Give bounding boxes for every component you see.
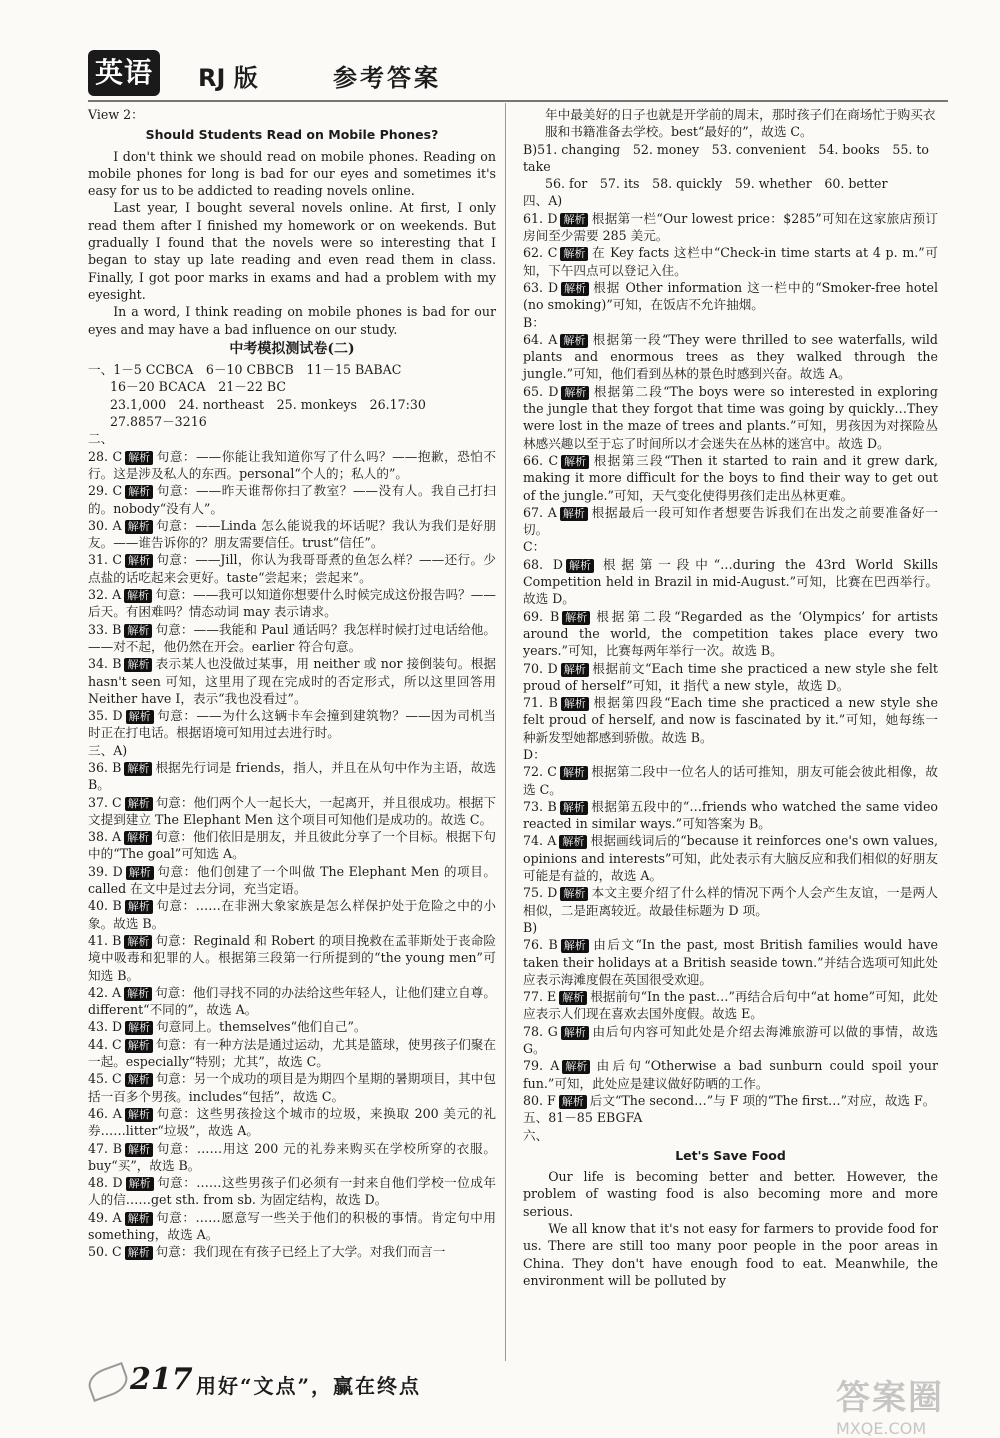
answer-explanation: 句意：——你能让我知道你写了什么吗？——抱歉，恐怕不行。这是涉及私人的东西。personal“个人的；私人的”。 (88, 448, 496, 481)
essay-paragraph: Last year, I bought several novels online. At first, I only read them after I finished my homework or on weekends. But gradually I found that the novels were so interesting that I began to stay up late reading and even read them in class. Finally, I got poor marks in exams and had a problem with my eyesight. (88, 200, 496, 302)
answer-number: 78. G (523, 1023, 558, 1039)
answer-explanation: 句意：——为什么这辆卡车会撞到建筑物？——因为司机当时正在打电话。根据语境可知用过去进行时。 (88, 708, 497, 741)
analysis-tag: 解析 (125, 451, 153, 465)
answer-item (523, 936, 938, 988)
answer-item (523, 1023, 938, 1058)
analysis-tag: 解析 (124, 658, 152, 672)
answer-number: 44. C (88, 1036, 122, 1052)
answer-number: 75. D (523, 885, 558, 901)
answer-number: 40. B (88, 898, 122, 914)
answer-explanation: 句意：另一个成功的项目是为期四个星期的暑期项目，其中包括一百多个男孩。includes“包括”，故选 C。 (88, 1071, 497, 1104)
analysis-tag: 解析 (125, 485, 153, 499)
right-column (523, 106, 938, 1289)
section-label: C： (523, 539, 546, 555)
section-label: 四、A) (523, 193, 563, 209)
analysis-tag: 解析 (566, 559, 594, 573)
answer-item (88, 1018, 496, 1035)
answer-explanation: 表示某人也没做过某事，用 neither 或 nor 接倒装句。根据 hasn't seen 可知，这里用了现在完成时的否定形式，所以这里回答用 Neither have I，表示“我也没看过”。 (88, 656, 496, 706)
answer-line: B)51. changing 52. money 53. convenient 54. books 55. to take (523, 141, 929, 174)
section-label: B) (523, 919, 538, 935)
answer-number: 35. D (88, 708, 123, 724)
answer-item (523, 210, 938, 245)
answer-line: 一、1－5 CCBCA 6－10 CBBCB 11－15 BABAC (88, 362, 402, 378)
page-footer (88, 1362, 508, 1402)
answer-list (523, 556, 938, 746)
answer-explanation: 句意：Reginald 和 Robert 的项目挽救在孟菲斯处于丧命险境中吸毒和犯罪的人。根据第三段第一行所提到的“the young men”可知选 B。 (88, 932, 496, 983)
analysis-tag: 解析 (124, 624, 152, 638)
answer-number: 73. B (523, 798, 557, 814)
answer-number: 42. A (88, 984, 122, 1000)
answer-explanation: 根据第一栏“Our lowest price：$285”可知在这家旅店预订房间至少需要 285 美元。 (523, 210, 938, 244)
analysis-tag: 解析 (561, 455, 589, 469)
answer-item (523, 694, 938, 746)
answer-item (88, 759, 496, 794)
answer-number: 43. D (88, 1019, 123, 1035)
answer-item (523, 504, 938, 539)
analysis-tag: 解析 (561, 386, 589, 400)
answer-item (88, 828, 496, 863)
answer-explanation: 根据第二段“Regarded as the ‘Olympics’ for artists around the world, the competition takes place every two years.”可知，比赛每两年举行一次。故选 B。 (523, 608, 938, 659)
answer-item (523, 798, 938, 833)
answer-number: 62. C (523, 245, 558, 261)
analysis-tag: 解析 (559, 991, 587, 1005)
answer-number: 41. B (88, 932, 122, 948)
analysis-tag: 解析 (125, 1073, 153, 1087)
analysis-tag: 解析 (125, 797, 153, 811)
answer-explanation: 句意：他们依旧是朋友，并且彼此分享了一个目标。根据下句中的“The goal”可知选 A。 (88, 829, 496, 862)
answer-number: 72. C (523, 764, 557, 780)
analysis-tag: 解析 (561, 1026, 589, 1040)
answer-explanation: 根据第二段“The boys were so interested in exploring the jungle that they forgot that time was going by quickly…They were lost in the maze of trees and plants.”可知，男孩因为对探险丛林感兴趣以至于忘了时间所以才会迷失在丛林的迷宫中。故选 D。 (523, 383, 938, 451)
answer-item (88, 863, 496, 898)
answer-number: 50. C (88, 1244, 122, 1260)
essay-title: Should Students Read on Mobile Phones? (145, 127, 439, 143)
analysis-tag: 解析 (124, 589, 152, 603)
answer-item (523, 279, 938, 314)
analysis-tag: 解析 (125, 900, 153, 914)
answer-explanation: 根据前文“Each time she practiced a new style she felt proud of herself”可知，it 指代 a new style，故选 D。 (523, 660, 938, 693)
section-label: 二、 (88, 431, 114, 447)
analysis-tag: 解析 (126, 710, 154, 724)
analysis-tag: 解析 (559, 835, 587, 849)
answer-item (523, 1057, 938, 1092)
analysis-tag: 解析 (560, 334, 588, 348)
section-label: 三、A) (88, 742, 128, 758)
answer-explanation: 句意：——Jill，你认为我哥哥煮的鱼怎么样？——还行。少点盐的话吃起来会更好。taste“尝起来；尝起来”。 (88, 552, 496, 585)
analysis-tag: 解析 (560, 766, 588, 780)
analysis-tag: 解析 (125, 1246, 153, 1260)
answer-item (523, 452, 938, 504)
answer-explanation: 句意：他们创建了一个叫做 The Elephant Men 的项目。called 在文中是过去分词，充当定语。 (88, 863, 496, 897)
analysis-tag: 解析 (126, 866, 154, 880)
answer-explanation: 根据最后一段可知作者想要告诉我们在出发之前要准备好一切。 (523, 504, 938, 538)
answer-number: 67. A (523, 504, 557, 520)
answer-number: 28. C (88, 448, 123, 464)
answer-item (523, 660, 938, 695)
answer-explanation: 句意：——昨天谁帮你扫了教室？——没有人。我自己打扫的。nobody“没有人”。 (88, 483, 496, 516)
answer-item (88, 794, 496, 829)
analysis-tag: 解析 (125, 1021, 153, 1035)
answer-item (523, 988, 938, 1023)
answer-explanation: 句意：他们两个人一起长大，一起离开，并且很成功。根据下文提到建立 The Elephant Men 这个项目可知他们是成功的。故选 C。 (88, 794, 497, 827)
answer-number: 31. C (88, 552, 123, 568)
answer-item (88, 1070, 496, 1105)
answer-item (88, 932, 496, 984)
answer-number: 47. B (88, 1140, 123, 1156)
column-divider (505, 103, 506, 1361)
answer-number: 69. B (523, 608, 560, 624)
essay-paragraph: In a word, I think reading on mobile phones is bad for our eyes and may have a bad influence on our study. (88, 304, 496, 337)
answer-item (88, 517, 496, 552)
answer-item (88, 1209, 496, 1244)
answer-explanation: 根据前句“In the past…”再结合后句中“at home”可知，此处应表示人们现在喜欢去国外度假。故选 E。 (523, 989, 938, 1022)
analysis-tag: 解析 (561, 939, 589, 953)
answer-list (88, 759, 496, 1261)
view-label: View 2： (88, 107, 144, 122)
answer-explanation: 根据画线词后的“because it reinforces one's own values, opinions and interests”可知，此处表示有大脑反应和我们相似的好朋友可能是有益的，故选 A。 (523, 833, 938, 884)
leaf-ornament-icon (84, 1362, 131, 1402)
answer-number: 48. D (88, 1175, 123, 1191)
answer-number: 32. A (88, 587, 122, 603)
analysis-tag: 解析 (125, 1039, 153, 1053)
analysis-tag: 解析 (561, 697, 589, 711)
analysis-tag: 解析 (124, 987, 152, 1001)
answer-item (88, 655, 496, 707)
answer-number: 29. C (88, 483, 123, 499)
answer-number: 30. A (88, 517, 122, 533)
analysis-tag: 解析 (126, 1177, 154, 1191)
answer-explanation: 句意：……愿意写一些关于他们的积极的事情。肯定句中用 something，故选 A。 (88, 1209, 496, 1242)
watermark-url: MXQE.COM (836, 1419, 927, 1438)
analysis-tag: 解析 (560, 247, 588, 261)
answer-line: 五、81－85 EBGFA (523, 1110, 643, 1126)
answer-item (88, 1140, 496, 1175)
answer-explanation: 后文“The second…”与 F 项的“The first…”对应，故选 F。 (589, 1092, 936, 1108)
answer-number: 77. E (523, 989, 557, 1005)
answer-explanation: 根据第三段“Then it started to rain and it grew dark, making it more difficult for the boys to find their way to get out of the jungle.”可知，天气变化使得男孩们走出丛林更难。 (523, 452, 938, 503)
analysis-tag: 解析 (125, 554, 153, 568)
essay-paragraph: Our life is becoming better and better. However, the problem of wasting food is also becoming more and more serious. (523, 1169, 938, 1219)
footer-slogan: 用好“文点”，赢在终点 (196, 1374, 422, 1398)
answer-explanation: 句意：有一种方法是通过运动，尤其是篮球，使男孩子们聚在一起。especially“特别；尤其”，故选 C。 (88, 1036, 497, 1070)
watermark (836, 1370, 986, 1438)
answer-item (88, 448, 496, 483)
analysis-tag: 解析 (560, 801, 588, 815)
answer-explanation: 根据 Other information 这一栏中的“Smoker-free hotel (no smoking)”可知，在饭店不允许抽烟。 (523, 279, 938, 313)
answer-item (523, 1092, 938, 1109)
answer-list (523, 763, 938, 919)
answer-item (88, 1105, 496, 1140)
analysis-tag: 解析 (124, 831, 152, 845)
analysis-tag: 解析 (560, 887, 588, 901)
answer-number: 65. D (523, 383, 559, 399)
answer-list (523, 936, 938, 1109)
essay-paragraph: I don't think we should read on mobile phones. Reading on mobile phones for long is bad for our eyes and sometimes it's easy for us to be addicted to reading novels online. (88, 148, 496, 199)
left-column (88, 106, 496, 1261)
header-title: 参考答案 (333, 64, 441, 92)
answer-continuation: 年中最美好的日子也就是开学前的周末，那时孩子们在商场忙于购买衣服和书籍准备去学校。best“最好的”，故选 C。 (545, 107, 936, 140)
answer-item (88, 1243, 496, 1260)
section-label: 六、 (523, 1127, 549, 1143)
answer-explanation: 由后文“In the past, most British families would have taken their holidays at a British seaside town.”并结合选项可知此处应表示海滩度假在英国很受欢迎。 (523, 937, 939, 987)
answer-explanation: 句意：我们现在有孩子已经上了大学。对我们而言一 (155, 1244, 446, 1260)
answer-explanation: 句意：……这些男孩子们必须有一封来自他们学校一位成年人的信……get sth. from sb. 为固定结构，故选 D。 (88, 1175, 496, 1208)
answer-number: 63. D (523, 279, 559, 295)
analysis-tag: 解析 (559, 1095, 587, 1109)
answer-explanation: 句意同上。themselves“他们自己”。 (156, 1019, 367, 1035)
answer-explanation: 句意：……用这 200 元的礼券来购买在学校所穿的衣服。buy“买”，故选 B。 (88, 1140, 496, 1173)
answer-explanation: 句意：……在非洲大象家族是怎么样保护处于危险之中的小象。故选 B。 (88, 898, 496, 931)
answer-explanation: 根据第二段中一位名人的话可推知，朋友可能会彼此相像，故选 C。 (523, 764, 939, 797)
answer-list (88, 448, 496, 742)
answer-list (523, 331, 938, 539)
answer-explanation: 根据第一段“They were thrilled to see waterfalls, wild plants and enormous trees as they walked through the jungle.”可知，他们看到丛林的景色时感到兴奋。故选 A。 (523, 331, 938, 382)
essay-title: Let's Save Food (675, 1147, 786, 1163)
answer-item (523, 884, 938, 919)
answer-item (88, 621, 496, 656)
answer-number: 74. A (523, 833, 557, 849)
analysis-tag: 解析 (562, 611, 590, 625)
answer-explanation: 根据第一段中“…during the 43rd World Skills Competition held in Brazil in mid-August.”可知，比赛在巴西举行。故选 D。 (523, 556, 938, 607)
analysis-tag: 解析 (125, 1212, 153, 1226)
answer-list (523, 210, 938, 314)
answer-item (88, 707, 496, 742)
answer-item (88, 1036, 496, 1071)
answer-number: 79. A (523, 1058, 560, 1074)
header-rule (88, 100, 948, 102)
answer-item (88, 482, 496, 517)
answer-explanation: 由后句“Otherwise a bad sunburn could spoil your fun.”可知，此处应是建议做好防晒的工作。 (523, 1058, 938, 1091)
answer-explanation: 句意：——我可以知道你想要什么时候完成这份报告吗？——后天。有困难吗？情态动词 may 表示请求。 (88, 587, 496, 620)
answer-number: 36. B (88, 759, 122, 775)
answer-number: 66. C (523, 452, 559, 468)
answer-item (523, 556, 938, 608)
analysis-tag: 解析 (561, 282, 589, 296)
answer-number: 70. D (523, 660, 558, 676)
analysis-tag: 解析 (124, 762, 152, 776)
section-label: D： (523, 746, 546, 762)
page-number: 217 (130, 1362, 193, 1397)
answer-number: 61. D (523, 210, 558, 226)
analysis-tag: 解析 (560, 507, 588, 521)
answer-line: 23.1,000 24. northeast 25. monkeys 26.17:30 (110, 396, 426, 412)
answer-number: 38. A (88, 829, 122, 845)
answer-number: 64. A (523, 331, 558, 347)
answer-number: 71. B (523, 695, 558, 711)
answer-explanation: 句意：他们寻找不同的办法给这些年轻人，让他们建立自尊。different“不同的”，故选 A。 (88, 984, 496, 1018)
answer-line: 56. for 57. its 58. quickly 59. whether 60. better (545, 176, 888, 192)
answer-number: 39. D (88, 863, 123, 879)
analysis-tag: 解析 (562, 1060, 590, 1074)
answer-explanation: 根据第五段中的“…friends who watched the same video reacted in similar ways.”可知答案为 B。 (523, 798, 939, 832)
answer-number: 46. A (88, 1105, 122, 1121)
answer-explanation: 根据第四段“Each time she practiced a new style she felt proud of herself, and now is fascinated by it.”可知，她每练一种新发型她都感到骄傲。故选 B。 (523, 695, 938, 745)
answer-number: 45. C (88, 1071, 122, 1087)
answer-explanation: 本文主要介绍了什么样的情况下两个人会产生友谊，一是两人相似，二是距离较近。故最佳标题为 D 项。 (523, 885, 938, 918)
answer-number: 34. B (88, 656, 122, 672)
answer-item (523, 832, 938, 884)
answer-item (523, 331, 938, 383)
analysis-tag: 解析 (125, 1108, 153, 1122)
answer-explanation: 由后句内容可知此处是介绍去海滩旅游可以做的事情，故选 G。 (523, 1023, 939, 1057)
answer-number: 68. D (523, 556, 564, 572)
analysis-tag: 解析 (125, 520, 153, 534)
answer-item (88, 1174, 496, 1209)
answer-item (523, 763, 938, 798)
analysis-tag: 解析 (561, 663, 589, 677)
answer-number: 33. B (88, 621, 122, 637)
answer-item (88, 551, 496, 586)
analysis-tag: 解析 (560, 213, 588, 227)
answer-item (523, 608, 938, 660)
subject-logo: 英语 (88, 50, 160, 96)
answer-item (88, 586, 496, 621)
analysis-tag: 解析 (125, 1143, 153, 1157)
answer-line: 27.8857－3216 (110, 414, 207, 430)
answer-explanation: 在 Key facts 这栏中“Check-in time starts at 4 p. m.”可知，下午四点可以登记入住。 (523, 245, 939, 278)
answer-line: 16－20 BCACA 21－22 BC (110, 379, 286, 395)
watermark-logo: 答案圈 (836, 1378, 944, 1418)
answer-item (523, 244, 938, 279)
answer-explanation: 句意：这些男孩捡这个城市的垃圾，来换取 200 美元的礼券……litter“垃圾”，故选 A。 (88, 1105, 496, 1139)
edition-label: RJ 版 (198, 64, 258, 92)
answer-number: 76. B (523, 937, 558, 953)
section-label: B： (523, 314, 545, 330)
essay-paragraph: We all know that it's not easy for farmers to provide food for us. There are still too many poor people in the poor areas in China. They don't have enough food to eat. Meanwhile, the environment will be polluted by (523, 1221, 938, 1288)
answer-number: 49. A (88, 1209, 122, 1225)
exam-title: 中考模拟测试卷(二) (229, 340, 355, 357)
answer-explanation: 根据先行词是 friends，指人，并且在从句中作为主语，故选 B。 (88, 759, 496, 793)
answer-explanation: 句意：——我能和 Paul 通话吗？我怎样时候打过电话给他。——对不起，他仍然在开会。earlier 符合句意。 (88, 621, 496, 654)
page-header (88, 50, 948, 100)
answer-number: 80. F (523, 1092, 556, 1108)
answer-item (523, 383, 938, 452)
answer-explanation: 句意：——Linda 怎么能说我的坏话呢？我认为我们是好朋友。——谁告诉你的？朋友需要信任。trust“信任”。 (88, 517, 496, 551)
answer-item (88, 897, 496, 932)
answer-number: 37. C (88, 794, 122, 810)
analysis-tag: 解析 (124, 935, 152, 949)
answer-item (88, 984, 496, 1019)
